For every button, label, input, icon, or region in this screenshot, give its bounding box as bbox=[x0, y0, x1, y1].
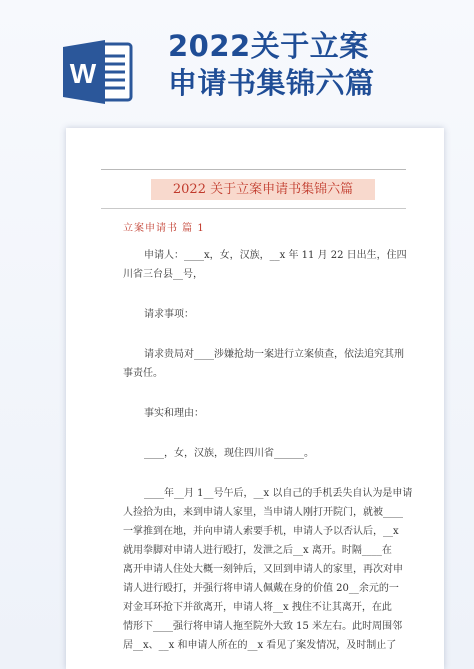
text-line: ____，女，汉族，现住四川省______。 bbox=[144, 448, 314, 459]
text-line: 请人进行殴打，并强行将申请人佩戴在身的价值 20__余元的一 bbox=[123, 583, 399, 594]
paragraph bbox=[123, 404, 415, 423]
text-line: 申请人：____x，女，汉族，__x 年 11 月 22 日出生，住四 bbox=[144, 250, 407, 261]
text-line: 事责任。 bbox=[123, 368, 163, 379]
text-line: 川省三台县__号， bbox=[123, 269, 203, 280]
text-line: 居__x、__x 和申请人所在的__x 看见了案发情况，及时制止了 bbox=[123, 640, 397, 651]
text-line: 一掌推到在地，并向申请人索要手机，申请人予以否认后，__x bbox=[123, 526, 399, 537]
text-line: 情形下____强行将申请人拖至院外大致 15 米左右。此时周围邻 bbox=[123, 621, 403, 632]
document-page bbox=[66, 128, 444, 669]
document-body bbox=[123, 246, 415, 655]
paragraph bbox=[123, 246, 415, 284]
text-line: 就用拳脚对申请人进行殴打，发泄之后__x 离开。时隔____在 bbox=[123, 545, 392, 556]
header-banner bbox=[0, 0, 474, 120]
text-line: 离开申请人住处大概一刻钟后，又回到申请人的家里，再次对申 bbox=[123, 564, 403, 575]
text-line: 人捡拾为由，来到申请人家里，当申请人刚打开院门，就被____ bbox=[123, 507, 403, 518]
paragraph bbox=[123, 305, 415, 324]
text-line: 对金耳环抢下并欲离开，申请人将__x 拽住不让其离开，在此 bbox=[123, 602, 392, 613]
banner-title: 2022 关于立案申请书集锦六篇 bbox=[151, 179, 375, 200]
paragraph bbox=[123, 444, 415, 463]
text-line: 事实和理由： bbox=[144, 408, 204, 419]
svg-text:W: W bbox=[69, 58, 97, 89]
top-divider bbox=[101, 169, 406, 170]
banner-divider bbox=[101, 208, 406, 209]
document-title bbox=[168, 28, 468, 102]
text-line: ____年__月 1__号午后，__x 以自己的手机丢失自认为是申请 bbox=[144, 488, 413, 499]
document-title-line-2: 申请书集锦六篇 bbox=[168, 66, 375, 100]
text-line: 请求事项： bbox=[144, 309, 194, 320]
section-heading: 立案申请书 篇 1 bbox=[123, 223, 205, 234]
document-title-line-1: 2022关于立案 bbox=[168, 29, 369, 63]
paragraph bbox=[123, 484, 415, 655]
paragraph bbox=[123, 345, 415, 383]
word-document-icon bbox=[63, 40, 133, 104]
text-line: 请求贵局对____涉嫌抢劫一案进行立案侦查，依法追究其刑 bbox=[144, 349, 404, 360]
